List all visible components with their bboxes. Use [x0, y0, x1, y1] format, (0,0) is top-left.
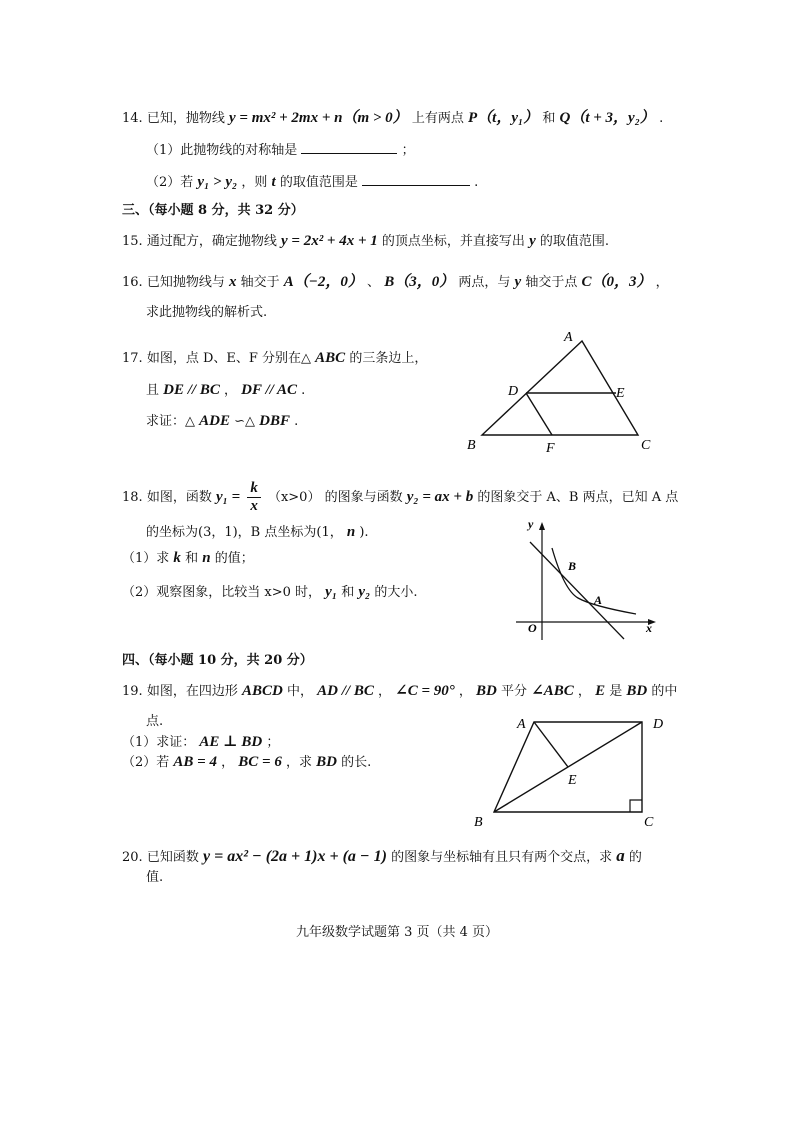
- section3-heading: 三、（每小题 8 分，共 32 分）: [122, 203, 304, 218]
- q19-label-b: B: [474, 815, 483, 830]
- q17-line1: [122, 348, 427, 369]
- q18-stem: [122, 480, 678, 515]
- q18-graph: [512, 518, 662, 648]
- q19-stem: [122, 681, 677, 702]
- q18-part1: [122, 548, 254, 569]
- q19-part2-mid: ，求: [285, 755, 312, 770]
- q19-part2-end: 的长.: [341, 755, 372, 770]
- q19-line2: 点.: [146, 714, 164, 729]
- q19-c4: ，: [221, 755, 235, 770]
- q15-y: y: [529, 233, 536, 249]
- q19-label-d: D: [653, 717, 664, 732]
- q19-label-c: C: [644, 815, 654, 830]
- q14-part1-blank[interactable]: [301, 139, 397, 154]
- q18-label-b: B: [568, 559, 577, 573]
- q19-part1: [122, 732, 279, 753]
- q14-point-p: P（t，y₁）: [467, 110, 539, 126]
- q19-part1-expr: AE ⊥ BD: [199, 734, 263, 750]
- q17-line1-end: 的三条边上，: [349, 351, 428, 366]
- q18-end: 的图象交于 A、B 两点，已知 A 点: [477, 490, 679, 505]
- q18-label-a: A: [594, 593, 603, 607]
- q14-part2-t: t: [271, 174, 276, 190]
- q18-part2-pre: （2）观察图象，比较当 x>0 时，: [122, 585, 322, 600]
- q14-part2-end: 的取值范围是: [279, 175, 358, 190]
- q19-abc: ∠ABC: [531, 683, 574, 699]
- q18-y2: y₂: [358, 584, 371, 600]
- q19-number: 19.: [122, 684, 143, 699]
- q17-dot: .: [301, 383, 306, 398]
- q18-frac-num: k: [247, 480, 261, 498]
- q17-line2-pre: 且: [146, 383, 160, 398]
- q16-x: x: [228, 274, 237, 290]
- q19-ad-bc: AD // BC: [317, 683, 374, 699]
- q19-part1-end: ；: [266, 735, 280, 750]
- q16-y: y: [514, 274, 522, 290]
- q20-line2: 值.: [146, 870, 164, 885]
- q18-part2-and: 和: [341, 585, 355, 600]
- q15-formula: y = 2x² + 4x + 1: [280, 233, 378, 249]
- q18-line2: [146, 522, 369, 543]
- q18-y1: y₁: [325, 584, 338, 600]
- q18-part1-n: n: [202, 550, 211, 566]
- q17-label-d: D: [508, 384, 519, 399]
- q18-label-x: x: [646, 621, 652, 635]
- q18-k: k: [173, 550, 181, 566]
- q19-angle: ∠C = 90°: [395, 683, 455, 699]
- q19-mid3: 是: [609, 684, 623, 699]
- q19-abcd: ABCD: [241, 683, 283, 699]
- q19-mid1: 中，: [286, 684, 313, 699]
- q18-line2-end: ).: [359, 525, 369, 540]
- q19-part2-pre: （2）若: [122, 755, 170, 770]
- q18-label-o: O: [528, 621, 537, 635]
- q16-point-b: B（3，0）: [384, 274, 455, 290]
- q15-mid: 的顶点坐标，并直接写出: [381, 234, 525, 249]
- section4-heading: 四、（每小题 10 分，共 20 分）: [122, 653, 313, 668]
- q14-part2-mid: ，则: [241, 175, 268, 190]
- q20-a: a: [616, 846, 625, 865]
- q19-e: E: [595, 683, 606, 699]
- q16-mid2: 两点，与: [458, 275, 511, 290]
- q14-point-q: Q（t + 3，y₂）: [559, 110, 655, 126]
- q17-comma: ，: [223, 383, 237, 398]
- q19-label-a: A: [517, 717, 526, 732]
- q18-line: [530, 542, 624, 639]
- q19-segment-ae: [534, 722, 568, 767]
- q18-part1-end: 的值；: [214, 551, 254, 566]
- q19-part2: [122, 752, 371, 773]
- q16-point-a: A（−2，0）: [283, 274, 363, 290]
- q17-triangle-abc: [482, 341, 638, 435]
- q19-label-e: E: [568, 773, 577, 788]
- q14-part2-cond: y₁ > y₂: [197, 174, 238, 190]
- q17-segment-df: [526, 393, 552, 435]
- q14-part2-pre: （2）若: [146, 175, 194, 190]
- q16-end: ，: [655, 275, 669, 290]
- q17-figure: [460, 325, 660, 457]
- q14-end: .: [659, 111, 664, 126]
- q19-c1: ，: [377, 684, 391, 699]
- q16-sep: 、: [367, 275, 381, 290]
- q17-sim: ∽△: [234, 414, 256, 429]
- q20-stem: [122, 846, 642, 868]
- q14-pre: 已知，抛物线: [146, 111, 225, 126]
- q17-abc: ABC: [315, 350, 346, 366]
- q18-y-arrow: [539, 522, 545, 530]
- q15-pre: 通过配方，确定抛物线: [146, 234, 277, 249]
- q15-end: 的取值范围.: [539, 234, 610, 249]
- q14-stem: [122, 108, 663, 129]
- q18-cond: （x>0）: [267, 490, 321, 505]
- q14-part1-end: ；: [401, 143, 415, 158]
- q17-de-bc: DE // BC: [163, 382, 220, 398]
- q20-formula: y = ax² − (2a + 1)x + (a − 1): [202, 848, 387, 865]
- q18-mid: 的图象与函数: [324, 490, 403, 505]
- q14-part1-text: （1）此抛物线的对称轴是: [146, 143, 298, 158]
- q17-dbf: DBF: [259, 413, 290, 429]
- q17-line1-pre: 如图，点 D、E、F 分别在△: [146, 351, 312, 366]
- q19-mid2: 平分: [501, 684, 528, 699]
- q14-formula: y = mx² + 2mx + n（m > 0）: [228, 110, 408, 126]
- q16-mid3: 轴交于点: [525, 275, 578, 290]
- q17-line2: [146, 380, 305, 401]
- q16-pre: 已知抛物线与: [146, 275, 225, 290]
- q16-mid1: 轴交于: [240, 275, 280, 290]
- q17-label-c: C: [641, 438, 651, 453]
- q14-mid: 上有两点: [411, 111, 464, 126]
- q20-pre: 已知函数: [146, 850, 199, 865]
- q18-fraction: [247, 480, 261, 515]
- q14-part2: [146, 171, 478, 193]
- q14-number: 14.: [122, 111, 143, 126]
- q18-frac-den: x: [250, 498, 258, 514]
- q19-pre: 如图，在四边形: [146, 684, 238, 699]
- q14-part1: [146, 139, 415, 161]
- page-footer: 九年级数学试题第 3 页（共 4 页）: [295, 925, 499, 940]
- q19-c2: ，: [458, 684, 472, 699]
- q17-df-ac: DF // AC: [241, 382, 297, 398]
- q19-bd: BD: [476, 683, 497, 699]
- q14-part2-dot: .: [474, 175, 479, 190]
- q19-bd3: BD: [316, 754, 337, 770]
- q17-label-f: F: [546, 441, 555, 456]
- q18-y1-eq: y₁ =: [215, 489, 241, 505]
- q19-right-angle-mark: [630, 800, 642, 812]
- q16-point-c: C（0，3）: [581, 274, 652, 290]
- q15-number: 15.: [122, 234, 143, 249]
- q20-end: 的: [628, 850, 642, 865]
- q17-label-a: A: [564, 330, 573, 345]
- q17-label-e: E: [616, 386, 625, 401]
- q18-part2: [122, 582, 418, 603]
- q14-part2-blank[interactable]: [362, 171, 470, 186]
- q20-mid: 的图象与坐标轴有且只有两个交点，求: [391, 850, 613, 865]
- q18-y2-eq: y₂ = ax + b: [406, 489, 474, 505]
- q19-bd2: BD: [626, 683, 648, 699]
- q15-stem: [122, 231, 609, 252]
- q19-bc: BC = 6: [238, 754, 282, 770]
- q18-label-y: y: [528, 518, 534, 531]
- q17-label-b: B: [467, 438, 476, 453]
- q17-line3-pre: 求证：△: [146, 414, 195, 429]
- q18-part2-end: 的大小.: [374, 585, 418, 600]
- q17-line3: [146, 411, 298, 432]
- q19-c3: ，: [577, 684, 591, 699]
- q18-part1-and: 和: [185, 551, 199, 566]
- q19-end: 的中: [651, 684, 678, 699]
- q20-number: 20.: [122, 850, 143, 865]
- q17-ade: ADE: [199, 413, 230, 429]
- q19-figure: [468, 708, 678, 836]
- q17-number: 17.: [122, 351, 143, 366]
- q14-and: 和: [542, 111, 556, 126]
- q18-pre: 如图，函数: [146, 490, 212, 505]
- q18-number: 18.: [122, 490, 143, 505]
- q18-n: n: [346, 524, 356, 540]
- q19-part1-pre: （1）求证：: [122, 735, 196, 750]
- q16-line2: 求此抛物线的解析式.: [146, 305, 268, 320]
- q17-line3-end: .: [294, 414, 299, 429]
- q18-line2-pre: 的坐标为(3，1)，B 点坐标为(1，: [146, 525, 343, 540]
- q16-number: 16.: [122, 275, 143, 290]
- q19-ab: AB = 4: [173, 754, 217, 770]
- q16-stem: [122, 272, 669, 293]
- q18-part1-pre: （1）求: [122, 551, 170, 566]
